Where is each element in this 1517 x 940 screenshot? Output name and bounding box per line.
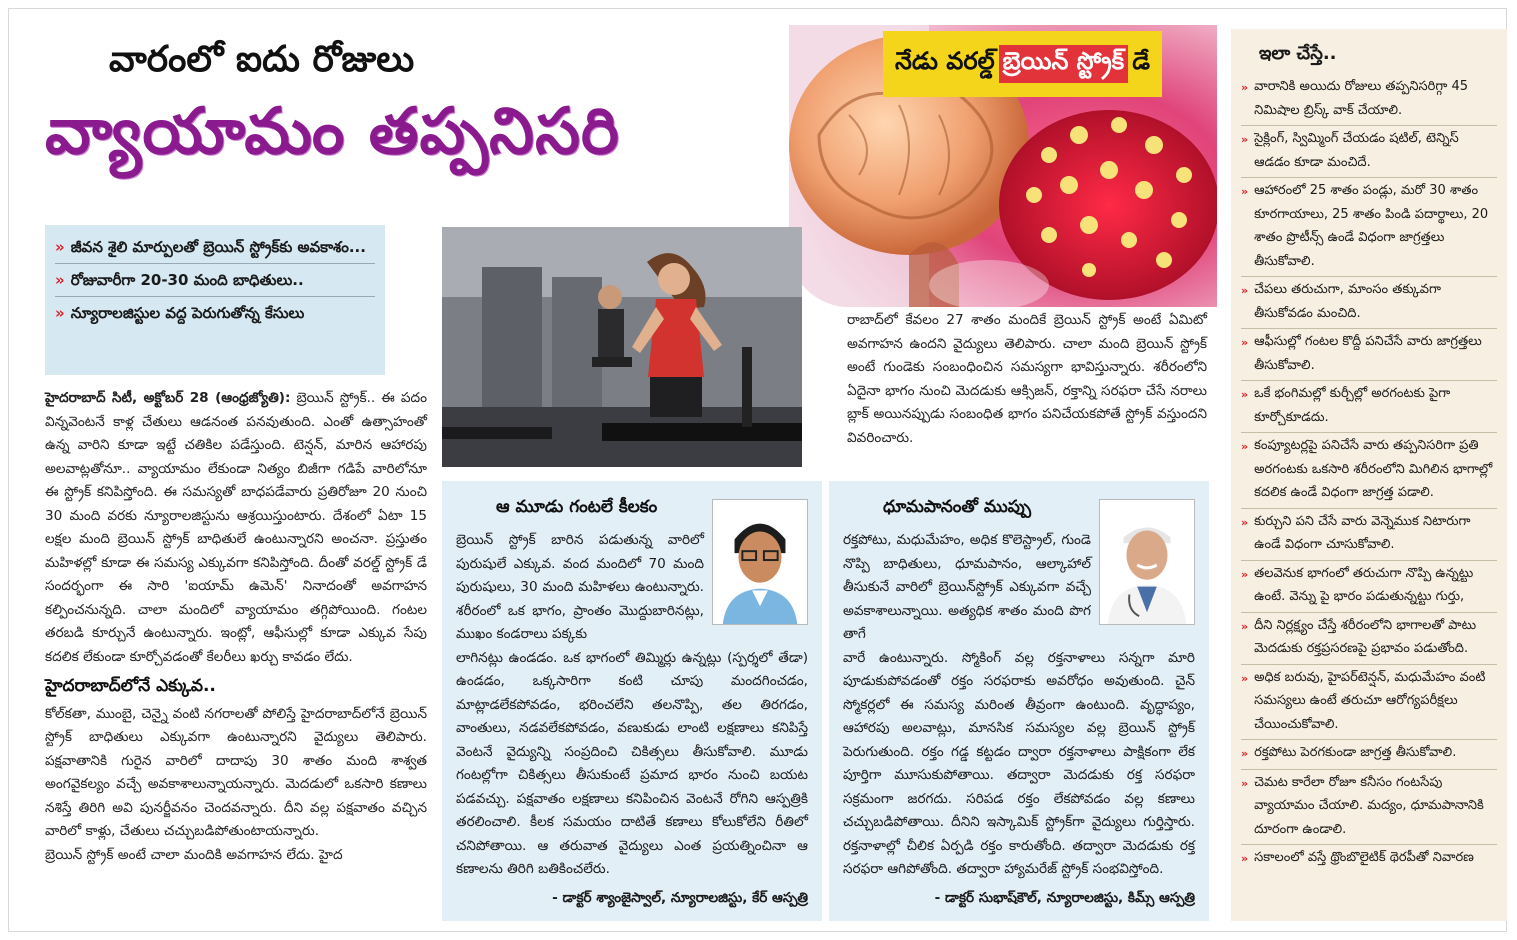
world-brain-stroke-day-tagline (883, 31, 1162, 97)
dateline: హైదరాబాద్ సిటీ, అక్టోబర్ 28 (ఆంధ్రజ్యోతి): (45, 390, 291, 406)
tip-item (1241, 329, 1497, 381)
tip-text: వారానికి అయిదు రోజులు తప్పనిసరిగ్గా 45 నిమిషాల బ్రిస్క్ వాక్ చేయాలి. (1254, 79, 1469, 118)
tip-text: కుర్చుని పని చేసే వారు వెన్నెముక నిటారుగా ఉండే విధంగా చూసుకోవాలి. (1254, 513, 1471, 552)
double-arrow-icon: » (1241, 81, 1249, 94)
double-arrow-icon: » (1241, 776, 1249, 790)
tip-text: రక్తపోటు పెరగకుండా జాగ్రత్త తీసుకోవాలి. (1254, 745, 1457, 760)
tip-text: సకాలంలో వస్తే థ్రొంబొలైటిక్ థెరపీతో నివారణ (1254, 850, 1474, 865)
tip-text: కంప్యూటర్లపై పనిచేసే వారు తప్పనిసరిగా ప్రతి అరగంటకు ఒకసారి శరీరంలోని మిగిలిన భాగాల్లో కదలిక ఉండే విధంగా జాగ్రత్త పడాలి. (1254, 438, 1493, 500)
double-arrow-icon: » (1241, 567, 1249, 581)
article-paragraph: వారే ఉంటున్నారు. స్మోకింగ్ వల్ల రక్తనాళాలు సన్నగా మారి పూడుకుపోవడంతో రక్తం సరఫరాకు అవరోధం అవుతుంది. చైన్ స్మోకర్లలో ఈ సమస్య మరింత తీవ్రంగా ఉంటుంది. వృద్ధాప్యం, ఆహారపు అలవాట్లు, మానసిక సమస్యల వల్ల బ్రెయిన్ స్ట్రోక్ పెరుగుతుంది. రక్తం గడ్డ కట్టడం ద్వారా రక్తనాళాలు పాక్షికంగా లేక పూర్తిగా మూసుకుపోతాయి. తద్వారా మెదడుకు రక్త సరఫరా సక్రమంగా జరగదు. సరిపడ రక్తం లేకపోవడం వల్ల కణాలు చచ్చుబడిపోతాయి. దీనిని ఇస్కామిక్ స్ట్రోక్‌గా వైద్యులు గుర్తిస్తారు. రక్తనాళాల్లో చీలిక ఏర్పడి రక్తం కారుతోంది. తద్వారా మెదడుకు రక్త సరఫరా ఆగిపోతోంది. తద్వారా హ్యామరేజ్ స్ట్రోక్ సంభవిస్తోంది. (843, 649, 1195, 877)
article-continuation (847, 309, 1207, 450)
article-paragraph: బ్రెయిన్ స్ట్రోక్ అంటే చాలా మందికి అవగాహన లేదు. హైద (45, 846, 343, 863)
double-arrow-icon: » (1241, 284, 1249, 297)
article-paragraph: రాబాద్‌లో కేవలం 27 శాతం మందికే బ్రెయిన్ స్ట్రోక్ అంటే ఏమిటో అవగాహన ఉందని వైద్యులు తెలిపారు. చాలా మంది బ్రెయిన్ స్ట్రోక్ అంటే గుండెకు సంబంధించిన సమస్యగా భావిస్తున్నారు. శరీరంలోని ఏదైనా భాగం నుంచి మెదడుకు ఆక్సిజన్, రక్తాన్ని సరఫరా చేసే నరాలు బ్లాక్ అయినప్పుడు సంబంధిత భాగం పనిచేయకపోతే స్ట్రోక్ వస్తుందని వివరించారు. (847, 312, 1207, 446)
tip-text: సైక్లింగ్, స్విమ్మింగ్ చేయడం షటిల్, టెన్నిస్ ఆడడం కూడా మంచిదే. (1254, 131, 1459, 170)
section-subhead: హైదరాబాద్‌లోనే ఎక్కువ.. (45, 676, 216, 696)
tip-item (1241, 126, 1497, 178)
tip-item (1241, 665, 1497, 741)
tip-item (1241, 509, 1497, 561)
expert-signature: - డాక్టర్ సుభాష్‌కౌల్, న్యూరాలజిస్టు, కిమ్స్ ఆస్పత్రి (934, 889, 1195, 906)
headline-main: వ్యాయామం తప్పనిసరి (45, 95, 620, 169)
double-arrow-icon: » (55, 304, 65, 322)
doctor-portrait-photo (712, 499, 808, 625)
highlights-box (45, 225, 385, 375)
tip-item (1241, 277, 1497, 329)
expert-box-kims-hospital (829, 481, 1209, 921)
double-arrow-icon: » (55, 271, 65, 289)
tagline-suffix: డే (1132, 47, 1150, 75)
tip-text: చెమట కారేలా రోజూ కనీసం గంటసేపు వ్యాయామం చేయాలి. మద్యం, ధూమపానానికి దూరంగా ఉండాలి. (1254, 774, 1484, 837)
newspaper-page (8, 8, 1507, 932)
tip-text: చేపలు తరుచుగా, మాంసం తక్కువగా తీసుకోవడం మంచిది. (1254, 282, 1441, 321)
sidebar-title: ఇలా చేస్తే.. (1259, 43, 1337, 64)
tip-text: దీని నిర్లక్ష్యం చేస్తే శరీరంలోని భాగాలతో పాటు మెదడుకు రక్తప్రసరణపై ప్రభావం పడుతోంది. (1254, 617, 1477, 656)
double-arrow-icon: » (1241, 747, 1249, 760)
double-arrow-icon: » (1241, 185, 1249, 198)
article-paragraph: బ్రెయిన్ స్ట్రోక్ బారిన పడుతున్న వారిలో పురుషులే ఎక్కువ. వంద మందిలో 70 మంది పురుషులు, 30 మంది మహిళలు ఉంటున్నారు. శరీరంలో ఒక భాగం, ప్రాంతం మొద్దుబారినట్లు, ముఖం కండరాలు పక్కకు (456, 532, 704, 642)
tagline-prefix: నేడు వరల్డ్ (895, 47, 995, 75)
double-arrow-icon: » (1241, 336, 1249, 349)
expert-signature: - డాక్టర్ శ్యాంజైస్వాల్, న్యూరాలజిస్టు, కేర్ ఆస్పత్రి (552, 889, 808, 906)
double-arrow-icon: » (1241, 671, 1249, 685)
double-arrow-icon: » (55, 238, 65, 256)
article-left-column (45, 387, 427, 867)
double-arrow-icon: » (1241, 852, 1249, 865)
doctor-portrait-photo (1099, 499, 1195, 625)
tip-item (1241, 433, 1497, 509)
tip-text: ఆఫీసుల్లో గంటల కొద్దీ పనిచేసే వారు జాగ్రత్తలు తీసుకోవాలి. (1254, 334, 1482, 373)
headline-kicker: వారంలో ఐదు రోజులు (109, 39, 415, 80)
article-paragraph: లాగినట్లు ఉండడం. ఒక భాగంలో తిమ్మిర్లు ఉన్నట్లు (స్పర్శలో తేడా) ఉండడం, ఒక్కసారిగా కంటి చూపు మందగించడం, మాట్లాడలేకపోవడం, భరించలేని తలనొప్పి, తల తిరగడం, వాంతులు, నడవలేకపోవడం, వణుకుడు లాంటి లక్షణాలు కనిపిస్తే వెంటనే వైద్యున్ని సంప్రదించి చికిత్సలు తీసుకోవాలి. మూడు గంటల్లోగా చికిత్సలు తీసుకుంటే ప్రమాద భారం నుంచి బయట పడవచ్చు. పక్షవాతం లక్షణాలు కనిపించిన వెంటనే రోగిని ఆస్పత్రికి తరలించాలి. కీలక సమయం దాటితే కణాలు కోలుకోలేని రీతిలో చనిపోతాయి. ఆ తరువాత వైద్యులు ఎంత ప్రయత్నించినా ఆ కణాలను తిరిగి బతికించలేరు. (456, 649, 808, 877)
tips-list (1241, 74, 1497, 874)
tip-item (1241, 561, 1497, 613)
double-arrow-icon: » (1241, 440, 1249, 453)
double-arrow-icon: » (1241, 619, 1249, 633)
double-arrow-icon: » (1241, 388, 1249, 401)
tip-item (1241, 613, 1497, 665)
highlight-item: » జీవన శైలి మార్పులతో బ్రెయిన్ స్ట్రోక్‌కు అవకాశం... (55, 231, 375, 264)
highlight-item: » న్యూరాలజిస్టుల వద్ద పెరుగుతోన్న కేసులు (55, 297, 375, 329)
tip-item (1241, 178, 1497, 277)
tagline-highlight: బ్రెయిన్ స్ట్రోక్ (999, 45, 1129, 83)
treadmill-runners-photo (442, 227, 802, 467)
tip-item (1241, 845, 1497, 874)
article-paragraph: రక్తపోటు, మధుమేహం, అధిక కొలెస్ట్రాల్, గుండె నొప్పి బాధితులు, ధూమపానం, ఆల్కాహాల్ తీసుకునే వారిలో బ్రెయిన్‌స్ట్రోక్ ఎక్కువగా వచ్చే అవకాశాలున్నాయి. అత్యధిక శాతం మంది పొగ తాగే (843, 532, 1091, 642)
article-paragraph: హైదరాబాద్ సిటీ, అక్టోబర్ 28 (ఆంధ్రజ్యోతి): బ్రెయిన్ స్ట్రోక్.. ఈ పదం విన్నవెంటనే కాళ్ల చేతులు ఆడనంత పనవుతుంది. ఎంతో ఉత్సాహంతో ఉన్న వారిని కూడా ఇట్టే చతికిల పడేస్తుంది. టెన్షన్, మారిన ఆహారపు అలవాట్లతోనూ.. వ్యాయామం లేకుండా నిత్యం బిజీగా గడిపే వారిలోనూ ఈ స్ట్రోక్ కనిపిస్తోంది. ఈ సమస్యతో బాధపడేవారు ప్రతిరోజూ 20 నుంచి 30 మంది వరకు న్యూరాలజిస్టును ఆశ్రయిస్తుంటారు. దేశంలో ఏటా 15 లక్షల మంది బ్రెయిన్ స్ట్రోక్ బాధితులే ఉంటున్నారని అంచనా. ప్రస్తుతం మహిళల్లో కూడా ఈ సమస్య ఎక్కువగా కనిపిస్తోంది. దీంతో వరల్డ్ స్ట్రోక్ డే సందర్భంగా ఈ సారి 'ఐయామ్ ఉమెన్' నినాదంతో అవగాహన కల్పించనున్నది. చాలా మందిలో వ్యాయామం తగ్గిపోయింది. గంటల తరబడి కూర్చునే ఉంటున్నారు. ఇంట్లో, ఆఫీసుల్లో కూడా ఎక్కువ సేపు కదలిక లేకుండా కూర్చోవడంతో కేలరీలు ఖర్చు కావడం లేదు. (45, 390, 427, 665)
tips-sidebar (1231, 29, 1507, 921)
tip-item (1241, 381, 1497, 433)
tip-item (1241, 770, 1497, 846)
highlight-item: » రోజువారీగా 20-30 మంది బాధితులు.. (55, 264, 375, 297)
expert-box-title: ధూమపానంతో ముప్పు (883, 497, 1032, 517)
article-paragraph: కోల్‌కతా, ముంబై, చెన్నై వంటి నగరాలతో పోలిస్తే హైదరాబాద్‌లోనే బ్రెయిన్ స్ట్రోక్ బాధితులు ఎక్కువగా ఉంటున్నారని వైద్యులు తెలిపారు. పక్షవాతానికి గురైన వారిలో దాదాపు 30 శాతం మంది శాశ్వత అంగవైకల్యం వచ్చే అవకాశాలున్నాయన్నారు. మెదడులో ఒకసారి కణాలు నశిస్తే తిరిగి అవి పునర్జీవనం చెందవన్నారు. దీని వల్ల పక్షవాతం వచ్చిన వారిలో కాళ్లు, చేతులు చచ్చుబడిపోతుంటాయన్నారు. (45, 705, 427, 839)
tip-text: తలవెనుక భాగంలో తరుచుగా నొప్పి ఉన్నట్టు ఉంటే. వెన్ను పై భారం పడుతున్నట్టు గుర్తు, (1254, 565, 1474, 604)
double-arrow-icon: » (1241, 133, 1249, 146)
tip-text: అధిక బరువు, హైపర్‌టెన్షన్, మధుమేహం వంటి సమస్యలు ఉంటే తరుచూ ఆరోగ్యపరీక్షలు చేయించుకోవాలి. (1254, 669, 1486, 732)
tip-text: ఒకే భంగిమల్లో కుర్చీల్లో అరగంటకు పైగా కూర్చోకూడదు. (1254, 386, 1451, 425)
tip-item (1241, 74, 1497, 126)
expert-box-title: ఆ మూడు గంటలే కీలకం (496, 497, 658, 517)
expert-box-care-hospital (442, 481, 822, 921)
double-arrow-icon: » (1241, 515, 1249, 529)
tip-text: ఆహారంలో 25 శాతం పండ్లు, మరో 30 శాతం కూరగాయాలు, 25 శాతం పిండి పదార్థాలు, 20 శాతం ప్రొటీన్స్ ఉండే విధంగా జాగ్రత్తలు తీసుకోవాలి. (1254, 183, 1489, 269)
tip-item (1241, 740, 1497, 770)
